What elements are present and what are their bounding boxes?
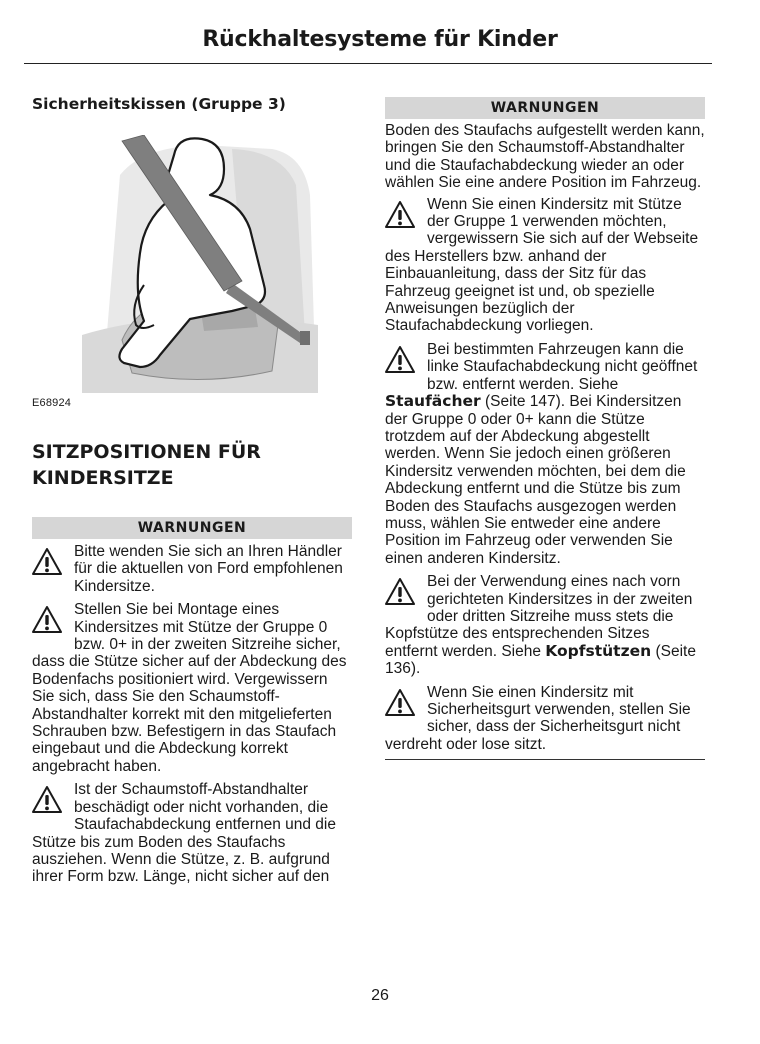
cross-reference-link-staufaecher[interactable]: Staufächer: [385, 392, 481, 411]
child-on-booster-drawing: [82, 135, 318, 393]
section-heading: [32, 439, 352, 491]
cross-reference-link-kopfstuetzen[interactable]: Kopfstützen: [545, 641, 652, 660]
warning-text: Wenn Sie einen Kindersitz mit Sicherheitsgurt verwenden, stellen Sie sicher, dass der Sicherheitsgurt nicht verdreht oder lose sitzt.: [385, 683, 691, 753]
warning-triangle-icon: [32, 547, 62, 577]
right-column: [385, 97, 705, 760]
warning-item: [385, 573, 705, 677]
warning-text: Wenn Sie einen Kindersitz mit Stütze der Gruppe 1 verwenden möchten, vergewissern Sie sich auf der Webseite des Herstellers bzw. anhand der Einbauanleitung, dass der Sitz für das Fahrzeug geeignet ist und, ob spezielle Anweisungen bezüglich der Staufachabdeckung vorliegen.: [385, 195, 699, 335]
warning-item: [385, 684, 705, 754]
warning-triangle-icon: [32, 785, 62, 815]
warning-triangle-icon: [385, 345, 415, 375]
left-column: [32, 95, 352, 886]
warning-text-before-link: Bei bestimmten Fahrzeugen kann die linke Staufachabdeckung nicht geöffnet bzw. entfernt werden. Siehe: [427, 340, 698, 393]
warning-triangle-icon: [385, 577, 415, 607]
warning-text-after-link: (Seite 147). Bei Kindersitzen der Gruppe 0 oder 0+ kann die Stütze trotzdem auf der Abdeckung abgestellt werden. Wenn Sie jedoch einen größeren Kindersitz verwenden möchten, bei dem die Abdeckung entfernt und die Stütze bis zum Boden des Staufachs ausgezogen werden muss, wählen Sie entweder eine andere Position im Fahrzeug oder verwenden Sie einen anderen Kindersitz.: [385, 393, 686, 567]
page-number: 26: [371, 987, 389, 1004]
warning-triangle-icon: [385, 200, 415, 230]
warning-triangle-icon: [32, 605, 62, 635]
section-heading-line-1: SITZPOSITIONEN FÜR: [32, 441, 261, 463]
warning-item: [385, 196, 705, 335]
warning-text-after-link: (Seite 136).: [385, 642, 696, 678]
figure-code: E68924: [32, 397, 72, 409]
title-divider: [24, 63, 712, 64]
section-heading-line-2: KINDERSITZE: [32, 467, 174, 489]
subheading-booster-cushion: Sicherheitskissen (Gruppe 3): [32, 95, 286, 113]
right-warnings-list: [385, 122, 705, 760]
booster-cushion-illustration: [82, 135, 318, 393]
warnings-header: WARNUNGEN: [32, 517, 352, 539]
warning-item: [32, 781, 352, 885]
warnings-end-divider: [385, 759, 705, 760]
warning-text: Bitte wenden Sie sich an Ihren Händler für die aktuellen von Ford empfohlenen Kindersitze.: [74, 543, 343, 595]
warning-text: Ist der Schaumstoff-Abstandhalter beschädigt oder nicht vorhanden, die Staufachabdeckung entfernen und die Stütze bis zum Boden des Staufachs ausziehen. Wenn die Stütze, z. B. aufgrund ihrer Form bzw. Länge, nicht sicher auf den: [32, 781, 336, 886]
left-warnings-list: [32, 543, 352, 886]
warning-continuation-text: Boden des Staufachs aufgestellt werden kann, bringen Sie den Schaumstoff-Abstandhalter und die Staufachabdeckung wieder an oder wählen Sie eine andere Position im Fahrzeug.: [385, 122, 705, 192]
page-title: Rückhaltesysteme für Kinder: [202, 27, 558, 52]
warnings-header: WARNUNGEN: [385, 97, 705, 119]
warning-text-before-link: Bei der Verwendung eines nach vorn gerichteten Kindersitzes in der zweiten oder dritten Sitzreihe muss stets die Kopfstütze des entsprechenden Sitzes entfernt werden. Siehe: [385, 573, 693, 660]
warning-item: [32, 543, 352, 595]
warning-triangle-icon: [385, 688, 415, 718]
warning-item: [32, 601, 352, 775]
warning-item: [385, 341, 705, 567]
warning-text: Stellen Sie bei Montage eines Kindersitzes mit Stütze der Gruppe 0 bzw. 0+ in der zweiten Sitzreihe sicher, dass die Stütze sicher auf der Abdeckung des Bodenfachs positioniert wird. Vergewissern Sie sich, dass Sie den Schaumstoff-Abstandhalter korrekt mit den mitgelieferten Schrauben bzw. Befestigern in das Staufach eingebaut und die Abdeckung korrekt angebracht haben.: [32, 601, 347, 775]
